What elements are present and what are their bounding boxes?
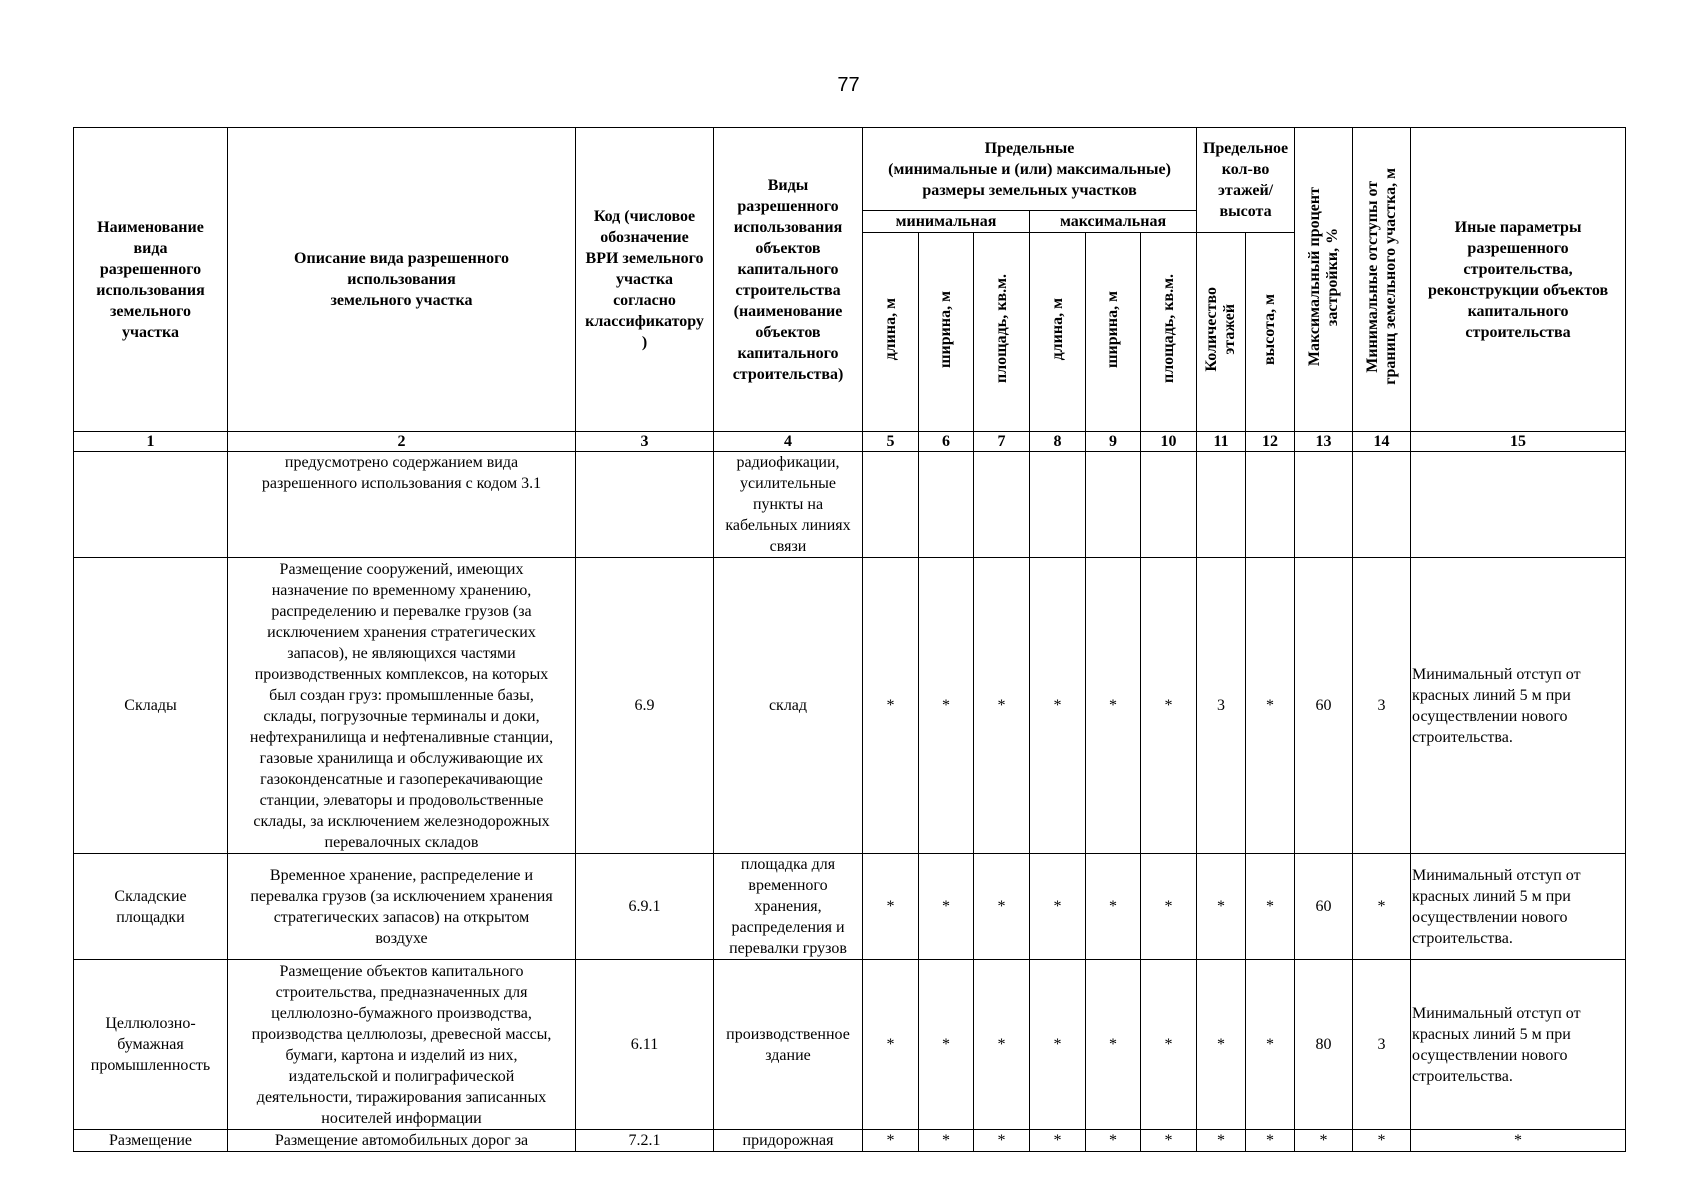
cell-code: 7.2.1	[576, 1130, 714, 1152]
cell-min-length: *	[863, 558, 919, 854]
cell-max-length	[1030, 452, 1086, 558]
cell-max-width: *	[1086, 558, 1141, 854]
column-number: 11	[1197, 432, 1246, 452]
cell-setback: *	[1353, 1130, 1411, 1152]
cell-max-width: *	[1086, 1130, 1141, 1152]
cell-min-area: *	[974, 558, 1030, 854]
cell-other: Минимальный отступ от красных линий 5 м при осуществлении нового строительства.	[1411, 854, 1626, 960]
cell-max-area: *	[1141, 1130, 1197, 1152]
cell-min-length: *	[863, 960, 919, 1130]
header-object-types: Виды разрешенного использования объектов капитального строительства (наименование объектов капитального строительства)	[714, 128, 863, 432]
header-max-length: длина, м	[1030, 233, 1086, 432]
table-row	[74, 960, 1626, 1130]
cell-code: 6.9	[576, 558, 714, 854]
cell-max-area	[1141, 452, 1197, 558]
cell-objects: радиофикации, усилительные пункты на кабельных линиях связи	[714, 452, 863, 558]
cell-min-width: *	[919, 1130, 974, 1152]
column-number: 15	[1411, 432, 1626, 452]
cell-max-area: *	[1141, 960, 1197, 1130]
cell-other: Минимальный отступ от красных линий 5 м при осуществлении нового строительства.	[1411, 960, 1626, 1130]
cell-floors: 3	[1197, 558, 1246, 854]
cell-floors: *	[1197, 854, 1246, 960]
cell-code	[576, 452, 714, 558]
cell-percent: 80	[1295, 960, 1353, 1130]
cell-other: *	[1411, 1130, 1626, 1152]
cell-name	[74, 452, 228, 558]
header-min-setback: Минимальные отступы от границ земельного участка, м	[1353, 128, 1411, 432]
cell-height: *	[1246, 558, 1295, 854]
cell-name: Целлюлозно- бумажная промышленность	[74, 960, 228, 1130]
column-number: 14	[1353, 432, 1411, 452]
column-number: 8	[1030, 432, 1086, 452]
header-maximal: максимальная	[1030, 211, 1197, 233]
header-min-area: площадь, кв.м.	[974, 233, 1030, 432]
cell-max-area: *	[1141, 854, 1197, 960]
header-name: Наименование вида разрешенного использования земельного участка	[74, 128, 228, 432]
cell-description: Временное хранение, распределение и перевалка грузов (за исключением хранения стратегических запасов) на открытом воздухе	[228, 854, 576, 960]
header-min-width: ширина, м	[919, 233, 974, 432]
header-height: высота, м	[1246, 233, 1295, 432]
cell-objects: производственное здание	[714, 960, 863, 1130]
table-row	[74, 452, 1626, 558]
cell-height	[1246, 452, 1295, 558]
cell-max-length: *	[1030, 854, 1086, 960]
cell-height: *	[1246, 854, 1295, 960]
header-floors-group: Предельное кол-во этажей/ высота	[1197, 128, 1295, 233]
cell-setback: 3	[1353, 960, 1411, 1130]
header-min-length: длина, м	[863, 233, 919, 432]
cell-max-length: *	[1030, 1130, 1086, 1152]
cell-min-area: *	[974, 1130, 1030, 1152]
cell-height: *	[1246, 1130, 1295, 1152]
header-limits-group: Предельные (минимальные и (или) максимальные) размеры земельных участков	[863, 128, 1197, 211]
cell-min-width	[919, 452, 974, 558]
cell-max-length: *	[1030, 960, 1086, 1130]
cell-max-width: *	[1086, 960, 1141, 1130]
header-code: Код (числовое обозначение ВРИ земельного участка согласно классификатору )	[576, 128, 714, 432]
column-number: 12	[1246, 432, 1295, 452]
cell-height: *	[1246, 960, 1295, 1130]
cell-min-length	[863, 452, 919, 558]
table-row	[74, 558, 1626, 854]
column-number: 9	[1086, 432, 1141, 452]
cell-min-length: *	[863, 1130, 919, 1152]
header-max-width: ширина, м	[1086, 233, 1141, 432]
header-minimal: минимальная	[863, 211, 1030, 233]
column-number: 4	[714, 432, 863, 452]
cell-other: Минимальный отступ от красных линий 5 м при осуществлении нового строительства.	[1411, 558, 1626, 854]
cell-floors: *	[1197, 960, 1246, 1130]
column-number: 10	[1141, 432, 1197, 452]
column-number: 6	[919, 432, 974, 452]
cell-name: Размещение	[74, 1130, 228, 1152]
cell-name: Складские площадки	[74, 854, 228, 960]
header-row-1	[74, 128, 1626, 211]
header-max-percent: Максимальный процент застройки, %	[1295, 128, 1353, 432]
cell-code: 6.11	[576, 960, 714, 1130]
cell-percent: 60	[1295, 854, 1353, 960]
column-number: 7	[974, 432, 1030, 452]
header-description: Описание вида разрешенного использования земельного участка	[228, 128, 576, 432]
cell-max-area: *	[1141, 558, 1197, 854]
cell-max-length: *	[1030, 558, 1086, 854]
column-number: 1	[74, 432, 228, 452]
column-number: 2	[228, 432, 576, 452]
cell-percent: 60	[1295, 558, 1353, 854]
cell-min-width: *	[919, 960, 974, 1130]
cell-objects: площадка для временного хранения, распределения и перевалки грузов	[714, 854, 863, 960]
cell-other	[1411, 452, 1626, 558]
cell-setback: 3	[1353, 558, 1411, 854]
column-numbers-row	[74, 432, 1626, 452]
header-floors: Количество этажей	[1197, 233, 1246, 432]
column-number: 3	[576, 432, 714, 452]
cell-floors	[1197, 452, 1246, 558]
cell-percent	[1295, 452, 1353, 558]
cell-description: Размещение сооружений, имеющих назначение по временному хранению, распределению и перевалке грузов (за исключением хранения стратегических запасов), не являющихся частями производственных комплексов, на которых был создан груз: промышленные базы, склады, погрузочные терминалы и доки, нефтехранилища и нефтеналивные станции, газовые хранилища и обслуживающие их газоконденсатные и газоперекачивающие станции, элеваторы и продовольственные склады, за исключением железнодорожных перевалочных складов	[228, 558, 576, 854]
table-row	[74, 1130, 1626, 1152]
cell-percent: *	[1295, 1130, 1353, 1152]
cell-description: предусмотрено содержанием вида разрешенного использования с кодом 3.1	[228, 452, 576, 558]
cell-objects: склад	[714, 558, 863, 854]
cell-min-area	[974, 452, 1030, 558]
column-number: 5	[863, 432, 919, 452]
column-number: 13	[1295, 432, 1353, 452]
land-use-parameters-table	[73, 127, 1626, 1152]
cell-max-width: *	[1086, 854, 1141, 960]
cell-min-width: *	[919, 854, 974, 960]
cell-min-area: *	[974, 854, 1030, 960]
cell-min-area: *	[974, 960, 1030, 1130]
cell-floors: *	[1197, 1130, 1246, 1152]
header-other-params: Иные параметры разрешенного строительства, реконструкции объектов капитального строительства	[1411, 128, 1626, 432]
cell-description: Размещение объектов капитального строительства, предназначенных для целлюлозно-бумажного производства, производства целлюлозы, древесной массы, бумаги, картона и изделий из них, издательской и полиграфической деятельности, тиражирования записанных носителей информации	[228, 960, 576, 1130]
page-number: 77	[837, 74, 860, 96]
cell-setback	[1353, 452, 1411, 558]
cell-min-length: *	[863, 854, 919, 960]
cell-name: Склады	[74, 558, 228, 854]
cell-min-width: *	[919, 558, 974, 854]
cell-code: 6.9.1	[576, 854, 714, 960]
cell-setback: *	[1353, 854, 1411, 960]
cell-max-width	[1086, 452, 1141, 558]
cell-objects: придорожная	[714, 1130, 863, 1152]
header-max-area: площадь, кв.м.	[1141, 233, 1197, 432]
table-row	[74, 854, 1626, 960]
cell-description: Размещение автомобильных дорог за	[228, 1130, 576, 1152]
